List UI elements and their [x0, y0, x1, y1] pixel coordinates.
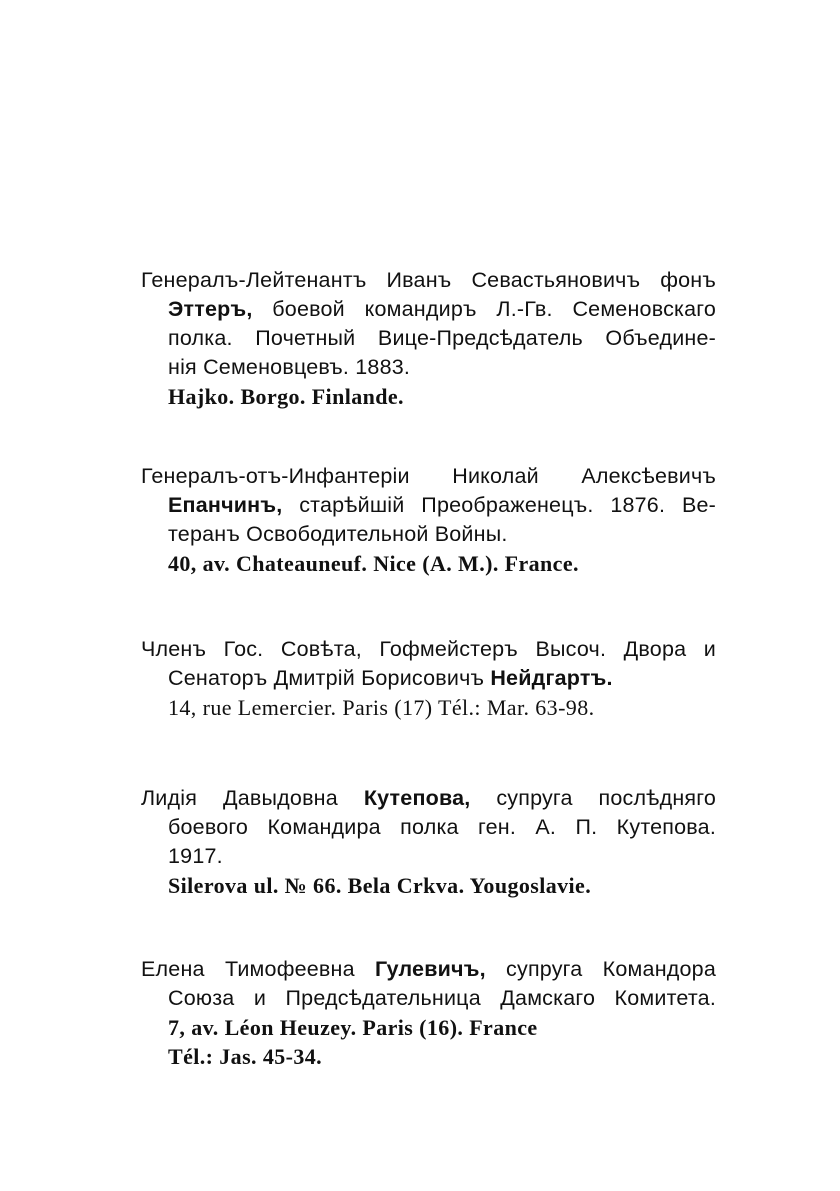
- entry-line: [141, 295, 716, 324]
- entry-line: Членъ Гос. Совѣта, Гофмейстеръ Высоч. Двора и: [141, 637, 716, 661]
- entry-text: супруга Командора: [485, 957, 716, 981]
- entry-neidgart: [141, 635, 716, 722]
- address: 14, rue Lemercier. Paris (17) Tél.: Mar. 63-98.: [168, 695, 595, 720]
- address: Silerova ul. № 66. Bela Crkva. Yougoslavie.: [168, 873, 592, 898]
- entry-line: полка. Почетный Вице-Предсѣдатель Объедине-: [168, 326, 716, 350]
- entry-line: [141, 664, 716, 693]
- entry-text: супруга послѣдняго: [470, 786, 716, 810]
- person-name: Нейдгартъ.: [490, 666, 613, 690]
- address: 7, av. Léon Heuzey. Paris (16). France: [168, 1015, 538, 1040]
- person-name: Эттеръ,: [168, 297, 253, 321]
- person-name: Епанчинъ,: [168, 493, 283, 517]
- entry-line: [141, 784, 716, 813]
- entry-text: Лидія Давыдовна: [141, 786, 364, 810]
- entry-line: Союза и Предсѣдательница Дамскаго Комитета.: [168, 986, 716, 1010]
- entry-text: Сенаторъ Дмитрій Борисовичъ: [168, 666, 491, 690]
- entry-line: теранъ Освободительной Войны.: [168, 522, 508, 546]
- person-name: Кутепова,: [363, 786, 471, 810]
- entry-line: 1917.: [168, 844, 223, 868]
- person-name: Гулевичъ,: [375, 957, 486, 981]
- entry-gulevich: [141, 955, 716, 1071]
- phone: Tél.: Jas. 45-34.: [168, 1044, 323, 1069]
- address: Hajko. Borgo. Finlande.: [168, 384, 404, 409]
- entry-line: нія Семеновцевъ. 1883.: [168, 355, 411, 379]
- entry-epanchin: [141, 462, 716, 578]
- entry-line: Генералъ-отъ-Инфантеріи Николай Алексѣевичъ: [141, 464, 716, 488]
- entry-line: боевого Командира полка ген. А. П. Кутепова.: [168, 815, 716, 839]
- entry-text: Елена Тимофеевна: [141, 957, 376, 981]
- address: 40, av. Chateauneuf. Nice (A. M.). France.: [168, 551, 579, 576]
- entry-line: Генералъ-Лейтенантъ Иванъ Севастьяновичъ фонъ: [141, 268, 716, 292]
- entry-etter: [141, 266, 716, 411]
- entry-text: старѣйшій Преображенецъ. 1876. Ве-: [282, 493, 716, 517]
- entry-kutepova: [141, 784, 716, 900]
- entry-text: боевой командиръ Л.-Гв. Семеновскаго: [252, 297, 716, 321]
- entry-line: [141, 491, 716, 520]
- entry-line: [141, 955, 716, 984]
